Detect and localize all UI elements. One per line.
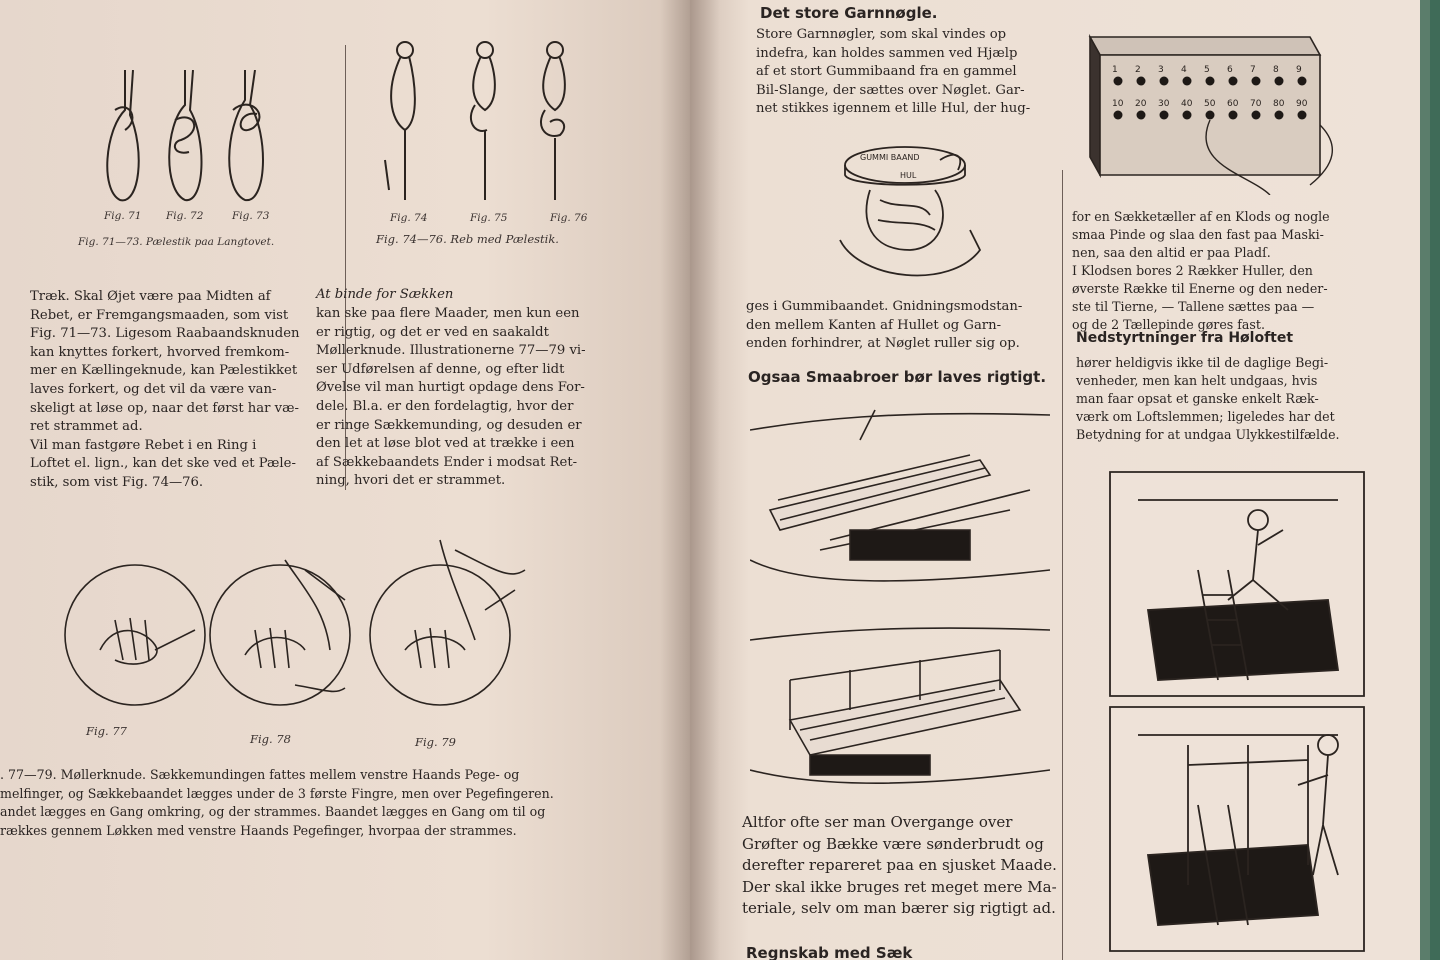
counter-number: 50 xyxy=(1204,99,1216,109)
repaired-bridge-illustration xyxy=(750,620,1050,800)
yarn-text: Store Garnnøgler, som skal vindes op indefra, kan holdes sammen ved Hjælp af et stort Gummibaand fra en gammel Bil-Slange, der sættes over Nøglet. Gar- net stikkes igennem et lille Hul, der hug- xyxy=(756,27,1031,117)
counter-hole xyxy=(1183,77,1192,86)
body-text-column-1: Træk. Skal Øjet være paa Midten af Rebet, er Fremgangsmaaden, som vist Fig. 71—73. Ligesom Raabaandsknuden kan knyttes forkert, hvorved fremkom- mer en Kællingeknude, kan Pælestikket laves forkert, og det vil da være van- skeligt at løse op, naar det først har væ- ret strammet ad. Vil man fastgøre Rebet i en Ring i Loftet el. lign., kan det ske ved et Pæle- stik, som vist Fig. 74—76. xyxy=(30,289,300,490)
counter-hole xyxy=(1160,111,1169,120)
counter-number: 60 xyxy=(1227,99,1239,109)
counter-number: 2 xyxy=(1135,65,1141,75)
body-text-column-2: kan ske paa flere Maader, men kun een er rigtig, og det er ved en saakaldt Møllerknude. Illustrationerne 77—79 vi- ser Udførelsen af denne, og efter lidt Øvelse vil man hurtigt opdage dens For- dele. Bl.a. er den fordelagtig, hvor der er ringe Sækkemunding, og desuden er den let at løse blot ved at trække i een af Sækkebaandets Ender i modsat Ret- ning, hvori det er strammet. xyxy=(316,306,586,489)
fig-label: Fig. 73 xyxy=(232,210,270,222)
counter-number: 70 xyxy=(1250,99,1262,109)
counter-number: 20 xyxy=(1135,99,1147,109)
bottom-figure-caption: . 77—79. Møllerknude. Sækkemundingen fattes mellem venstre Haands Pege- og melfinger, og Sækkebaandet lægges under de 3 første Fingre, men over Pegefingeren. andet lægges en Gang omkring, og der strammes. Baandet lægges en Gang om til og rækkes gennem Løkken med venstre Haands Pegefinger, hvorpaa der strammes. xyxy=(0,767,554,838)
fig-label: Fig. 71 xyxy=(104,210,142,222)
counter-number: 1 xyxy=(1112,65,1118,75)
yarn-ball-illustration xyxy=(830,130,1000,290)
counter-hole xyxy=(1298,111,1307,120)
counter-number: 80 xyxy=(1273,99,1285,109)
counter-hole xyxy=(1137,111,1146,120)
counter-hole xyxy=(1160,77,1169,86)
loft-fall-illustration xyxy=(1108,470,1368,700)
fig-label: Fig. 77 xyxy=(86,724,127,738)
fig-label: Fig. 76 xyxy=(550,212,588,224)
counter-number: 5 xyxy=(1204,65,1210,75)
counter-hole xyxy=(1298,77,1307,86)
counter-number: 6 xyxy=(1227,65,1233,75)
section-heading: At binde for Sækken xyxy=(316,287,454,302)
counter-hole xyxy=(1137,77,1146,86)
bottom-heading-partial: Regnskab med Sæk xyxy=(746,944,913,960)
loft-text: hører heldigvis ikke til de daglige Begi- venheder, men kan helt undgaas, hvis man faar opsat et ganske enkelt Ræk- værk om Loftslemmen; ligeledes har det Betydning for at undgaa Ulykkestilfælde. xyxy=(1076,355,1340,442)
illus-label-band: GUMMI BAAND xyxy=(860,153,920,162)
right-page xyxy=(690,0,1430,960)
counter-hole xyxy=(1114,77,1123,86)
counter-hole xyxy=(1206,77,1215,86)
figure-caption: Fig. 74—76. Reb med Pælestik. xyxy=(376,232,559,246)
book-gutter xyxy=(660,0,720,960)
counter-number: 30 xyxy=(1158,99,1170,109)
counter-number: 9 xyxy=(1296,65,1302,75)
sack-knot-illustrations xyxy=(55,520,565,730)
fig-label: Fig. 74 xyxy=(390,212,428,224)
counter-hole xyxy=(1183,111,1192,120)
counter-number: 3 xyxy=(1158,65,1164,75)
fig-label: Fig. 72 xyxy=(166,210,204,222)
counter-hole xyxy=(1275,77,1284,86)
counter-hole xyxy=(1114,111,1123,120)
fig-label: Fig. 79 xyxy=(415,735,456,749)
counter-text: for en Sækketæller af en Klods og nogle smaa Pinde og slaa den fast paa Maski- nen, saa den altid er paa Pladſ. I Klodsen bores 2 Rækker Huller, den øverste Række til Enerne og den neder- ste til Tierne, — Tallene sættes paa — og de 2 Tællepinde gøres fast. xyxy=(1072,209,1330,332)
counter-number: 4 xyxy=(1181,65,1187,75)
counter-number: 40 xyxy=(1181,99,1193,109)
illus-label-hole: HUL xyxy=(900,171,917,180)
broken-bridge-illustration xyxy=(750,400,1050,600)
counter-hole xyxy=(1275,111,1284,120)
left-page xyxy=(0,0,690,960)
fig-label: Fig. 78 xyxy=(250,732,291,746)
counter-hole xyxy=(1229,111,1238,120)
yarn-text-continued: ges i Gummibaandet. Gnidningsmodstan- den mellem Kanten af Hullet og Garn- enden forhindrer, at Nøglet ruller sig op. xyxy=(746,299,1023,352)
knot-illustration-74-76 xyxy=(375,40,605,205)
counter-hole xyxy=(1252,111,1261,120)
counter-number: 10 xyxy=(1112,99,1124,109)
counter-hole xyxy=(1252,77,1261,86)
book-cover-edge xyxy=(1420,0,1430,960)
counter-number: 90 xyxy=(1296,99,1308,109)
sack-counter-illustration xyxy=(1070,25,1350,195)
counter-hole xyxy=(1206,111,1215,120)
counter-hole xyxy=(1229,77,1238,86)
section-heading-yarn: Det store Garnnøgle. xyxy=(760,4,938,22)
loft-railing-illustration xyxy=(1108,705,1368,955)
section-heading-bridge: Ogsaa Smaabroer bør laves rigtigt. xyxy=(748,368,1047,386)
knot-illustration-71-73 xyxy=(85,70,315,210)
counter-number: 8 xyxy=(1273,65,1279,75)
figure-caption: Fig. 71—73. Pælestik paa Langtovet. xyxy=(78,236,275,248)
bridge-text: Altfor ofte ser man Overgange over Grøfter og Bække være sønderbrudt og derefter repareret paa en sjusket Maade. Der skal ikke bruges ret meget mere Ma- teriale, selv om man bærer sig rigtigt ad. xyxy=(742,813,1057,917)
section-heading-loft: Nedstyrtninger fra Høloftet xyxy=(1076,330,1294,346)
counter-number: 7 xyxy=(1250,65,1256,75)
fig-label: Fig. 75 xyxy=(470,212,508,224)
